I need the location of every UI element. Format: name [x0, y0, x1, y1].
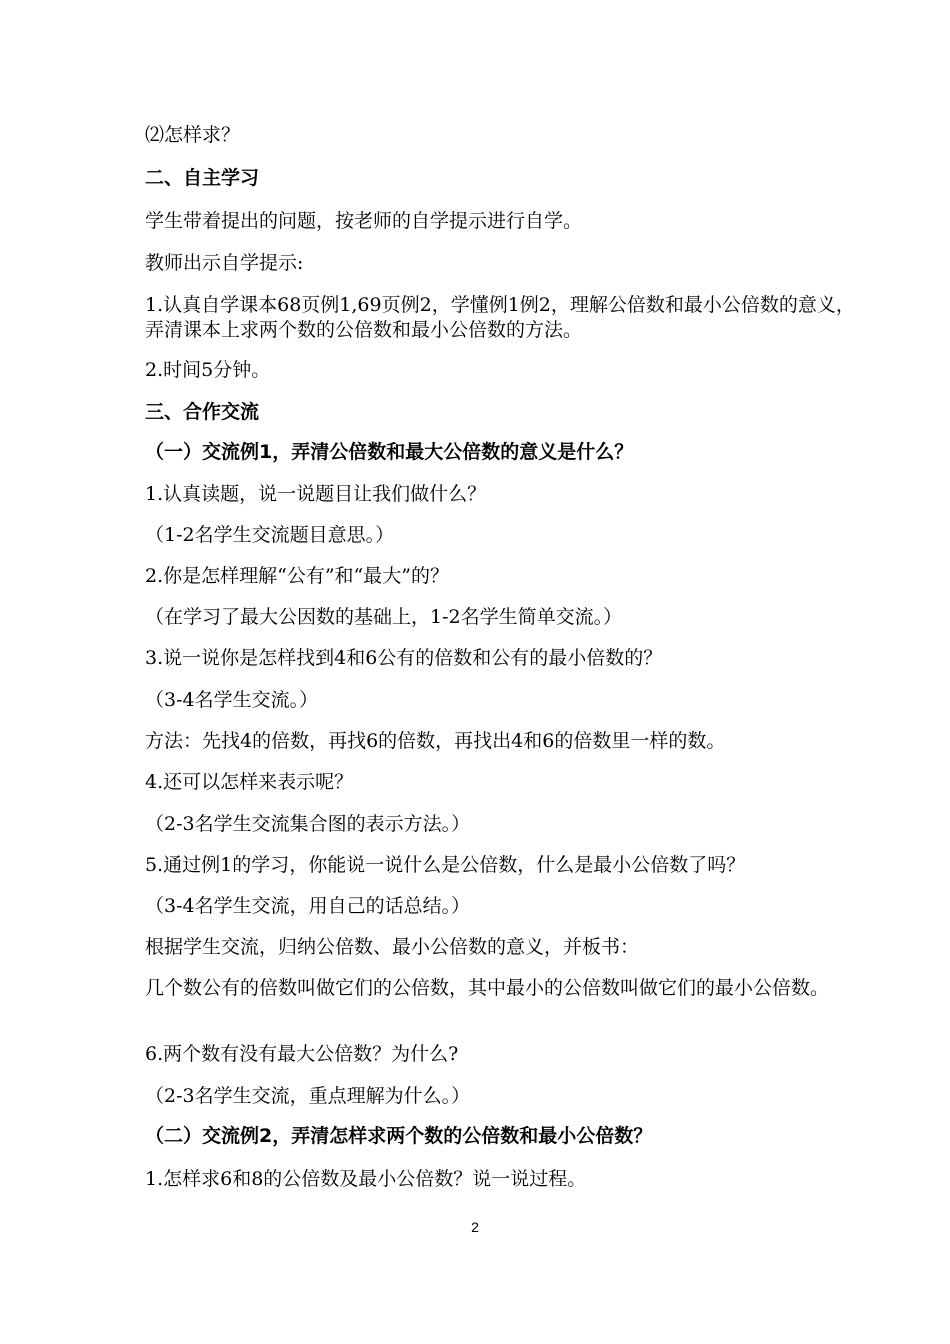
sub-question: ⑵怎样求？ — [145, 124, 241, 146]
section-heading-self-study: 二、自主学习 — [145, 167, 260, 189]
paragraph: （3-4名学生交流。） — [145, 689, 319, 711]
paragraph: 5.通过例1的学习，你能说一说什么是公倍数，什么是最小公倍数了吗？ — [145, 854, 746, 876]
paragraph: 学生带着提出的问题，按老师的自学提示进行自学。 — [145, 210, 583, 232]
paragraph: 4.还可以怎样来表示呢？ — [145, 771, 354, 793]
paragraph: 1.怎样求6和8的公倍数及最小公倍数？说一说过程。 — [145, 1168, 587, 1190]
section-heading-cooperation: 三、合作交流 — [145, 401, 260, 423]
definition-paragraph: 几个数公有的倍数叫做它们的公倍数，其中最小的公倍数叫做它们的最小公倍数。 — [145, 977, 830, 999]
paragraph: 1.认真自学课本68页例1,69页例2，学懂例1例2，理解公倍数和最小公倍数的意义，弄清课本上求两个数的公倍数和最小公倍数的方法。 — [145, 294, 855, 341]
paragraph: 3.说一说你是怎样找到4和6公有的倍数和公有的最小倍数的？ — [145, 647, 663, 669]
paragraph: 6.两个数有没有最大公倍数？为什么? — [145, 1043, 459, 1065]
paragraph: （1-2名学生交流题目意思。） — [145, 524, 395, 546]
paragraph: （3-4名学生交流，用自己的话总结。） — [145, 895, 471, 917]
paragraph: （2-3名学生交流集合图的表示方法。） — [145, 813, 471, 835]
page-number: 2 — [471, 1219, 479, 1235]
subsection-heading-example-2: （二）交流例2，弄清怎样求两个数的公倍数和最小公倍数？ — [145, 1125, 653, 1147]
paragraph: （2-3名学生交流，重点理解为什么。） — [145, 1085, 471, 1107]
paragraph: 方法：先找4的倍数，再找6的倍数，再找出4和6的倍数里一样的数。 — [145, 730, 726, 752]
paragraph: 1.认真读题，说一说题目让我们做什么？ — [145, 483, 487, 505]
paragraph: 教师出示自学提示: — [145, 252, 304, 274]
subsection-heading-example-1: （一）交流例1，弄清公倍数和最大公倍数的意义是什么？ — [145, 441, 634, 463]
paragraph: 2.时间5分钟。 — [145, 359, 271, 381]
paragraph: 根据学生交流，归纳公倍数、最小公倍数的意义，并板书： — [145, 936, 640, 958]
paragraph: 2.你是怎样理解“公有”和“最大”的？ — [145, 565, 449, 587]
paragraph: （在学习了最大公因数的基础上，1-2名学生简单交流。） — [145, 606, 623, 628]
